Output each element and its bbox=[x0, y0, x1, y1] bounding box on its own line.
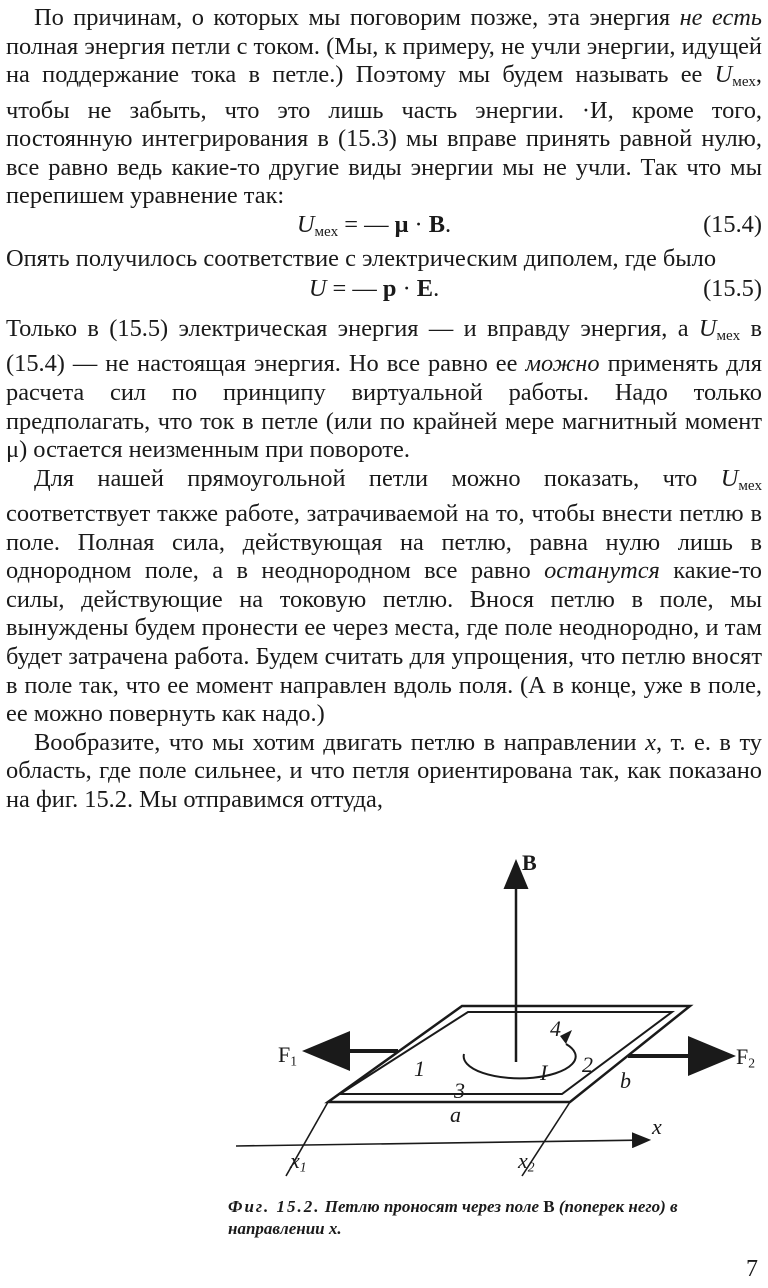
emphasis: можно bbox=[525, 350, 600, 378]
equation-15-4 bbox=[6, 211, 762, 245]
paragraph-4 bbox=[6, 465, 762, 729]
equation-expression bbox=[6, 211, 682, 246]
subscript: мех bbox=[738, 477, 762, 494]
label-F1: $F_1$ bbox=[278, 1042, 298, 1069]
x-axis bbox=[236, 1140, 648, 1146]
label-B: B bbox=[522, 850, 537, 875]
subscript: мех bbox=[716, 327, 741, 344]
paragraph-5 bbox=[6, 729, 762, 815]
equation-expression bbox=[6, 275, 682, 304]
current-arc bbox=[464, 1044, 576, 1078]
equals-minus: = — bbox=[326, 274, 383, 302]
text-run: применять для расчета сил по принципу виртуальной работы. Надо только предполагать, что ток в петле (или по крайней мере магнитный момент μ) остается неизменным при повороте. bbox=[6, 350, 762, 464]
emphasis: не есть bbox=[679, 4, 762, 31]
symbol-U: U bbox=[720, 464, 739, 492]
dot-operator: · bbox=[408, 210, 429, 238]
symbol-U: U bbox=[714, 61, 733, 89]
label-b: b bbox=[620, 1068, 631, 1093]
equation-number: (15.5) bbox=[703, 274, 762, 302]
text-run: Вообразите, что мы хотим двигать петлю в направлении bbox=[34, 728, 646, 756]
label-side-2: 2 bbox=[582, 1052, 593, 1077]
symbol-U: U bbox=[308, 274, 327, 302]
symbol-U: U bbox=[296, 210, 315, 238]
symbol-mu: μ bbox=[394, 210, 409, 238]
label-current-I: I bbox=[540, 1060, 548, 1085]
text-run: Для нашей прямоугольной петли можно показать, что bbox=[34, 464, 721, 492]
label-x2: $x_2$ bbox=[518, 1148, 535, 1175]
symbol-B: B bbox=[428, 210, 446, 238]
loop-diagram bbox=[228, 846, 768, 1186]
text-run: соответствует также работе, затрачиваемой на то, чтобы внести петлю в поле. Полная сила, действующая на петлю, равна нулю лишь в однородном поле, а в неоднородном все равно bbox=[6, 500, 762, 585]
subscript: мех bbox=[314, 223, 339, 240]
symbol-U: U bbox=[698, 314, 717, 342]
equals-minus: = — bbox=[338, 210, 395, 238]
current-arrowhead bbox=[560, 1030, 572, 1044]
figure-caption bbox=[228, 1196, 766, 1240]
caption-symbol-B: B bbox=[543, 1197, 555, 1216]
text-run: Только в (15.5) электрическая энергия — и вправду энергия, а bbox=[6, 314, 699, 342]
paragraph-1 bbox=[6, 4, 762, 211]
text-run: полная энергия петли с током. (Мы, к примеру, не учли энергии, идущей на поддержание тока в петле.) Поэтому мы будем называть ее bbox=[6, 32, 762, 89]
caption-text: Петлю проносят через поле bbox=[320, 1197, 544, 1216]
period: . bbox=[445, 210, 452, 238]
paragraph-3 bbox=[6, 315, 762, 465]
label-x-axis: x bbox=[652, 1114, 662, 1139]
caption-symbol-x: x bbox=[328, 1219, 338, 1238]
text-run: , т. е. в ту область, где поле сильнее, и что петля ориентирована так, как показано на фиг. 15.2. Мы отправимся оттуда, bbox=[6, 728, 762, 813]
dot-operator: · bbox=[396, 274, 417, 302]
label-a: a bbox=[450, 1102, 461, 1127]
caption-text: (поперек него) в направлении bbox=[228, 1197, 678, 1238]
figure-15-2 bbox=[228, 846, 768, 1186]
symbol-E: E bbox=[416, 274, 434, 302]
equation-15-5 bbox=[6, 275, 762, 315]
text-run: какие-то силы, действующие на токовую петлю. Внося петлю в поле, мы вынуждены будем пронести ее через места, где поле неоднородно, и там будет затрачена работа. Будем считать для упрощения, что петлю вносят в поле так, что ее момент направлен вдоль поля. (А в конце, уже в поле, ее можно повернуть как надо.) bbox=[6, 557, 762, 728]
label-F2: $F_2$ bbox=[736, 1044, 756, 1071]
label-side-3: 3 bbox=[454, 1078, 465, 1103]
text-run: в (15.4) — не настоящая энергия. Но все равно ее bbox=[6, 314, 762, 378]
text-run: , чтобы не забыть, что это лишь часть энергии. ·И, кроме того, постоянную интегрирования в (15.3) мы вправе принять равной нулю, все равно ведь какие-то другие виды энергии мы не учли. Так что мы перепишем уравнение так: bbox=[6, 61, 762, 210]
caption-prefix: Фиг. 15.2. bbox=[228, 1197, 321, 1216]
paragraph-2: Опять получилось соответствие с электрическим диполем, где было bbox=[6, 244, 717, 272]
emphasis: останутся bbox=[544, 557, 660, 585]
main-text bbox=[6, 4, 762, 815]
label-x1: $x_1$ bbox=[290, 1148, 307, 1175]
label-side-4: 4 bbox=[550, 1016, 561, 1041]
page-number: 7 bbox=[746, 1256, 758, 1282]
text-run: По причинам, о которых мы поговорим позже, эта энергия bbox=[34, 4, 680, 31]
symbol-p: p bbox=[382, 274, 397, 302]
period: . bbox=[433, 274, 440, 302]
subscript: мех bbox=[732, 73, 756, 90]
symbol-x: x bbox=[645, 728, 656, 756]
label-side-1: 1 bbox=[414, 1056, 425, 1081]
equation-number: (15.4) bbox=[703, 210, 762, 238]
caption-period: . bbox=[337, 1219, 342, 1238]
